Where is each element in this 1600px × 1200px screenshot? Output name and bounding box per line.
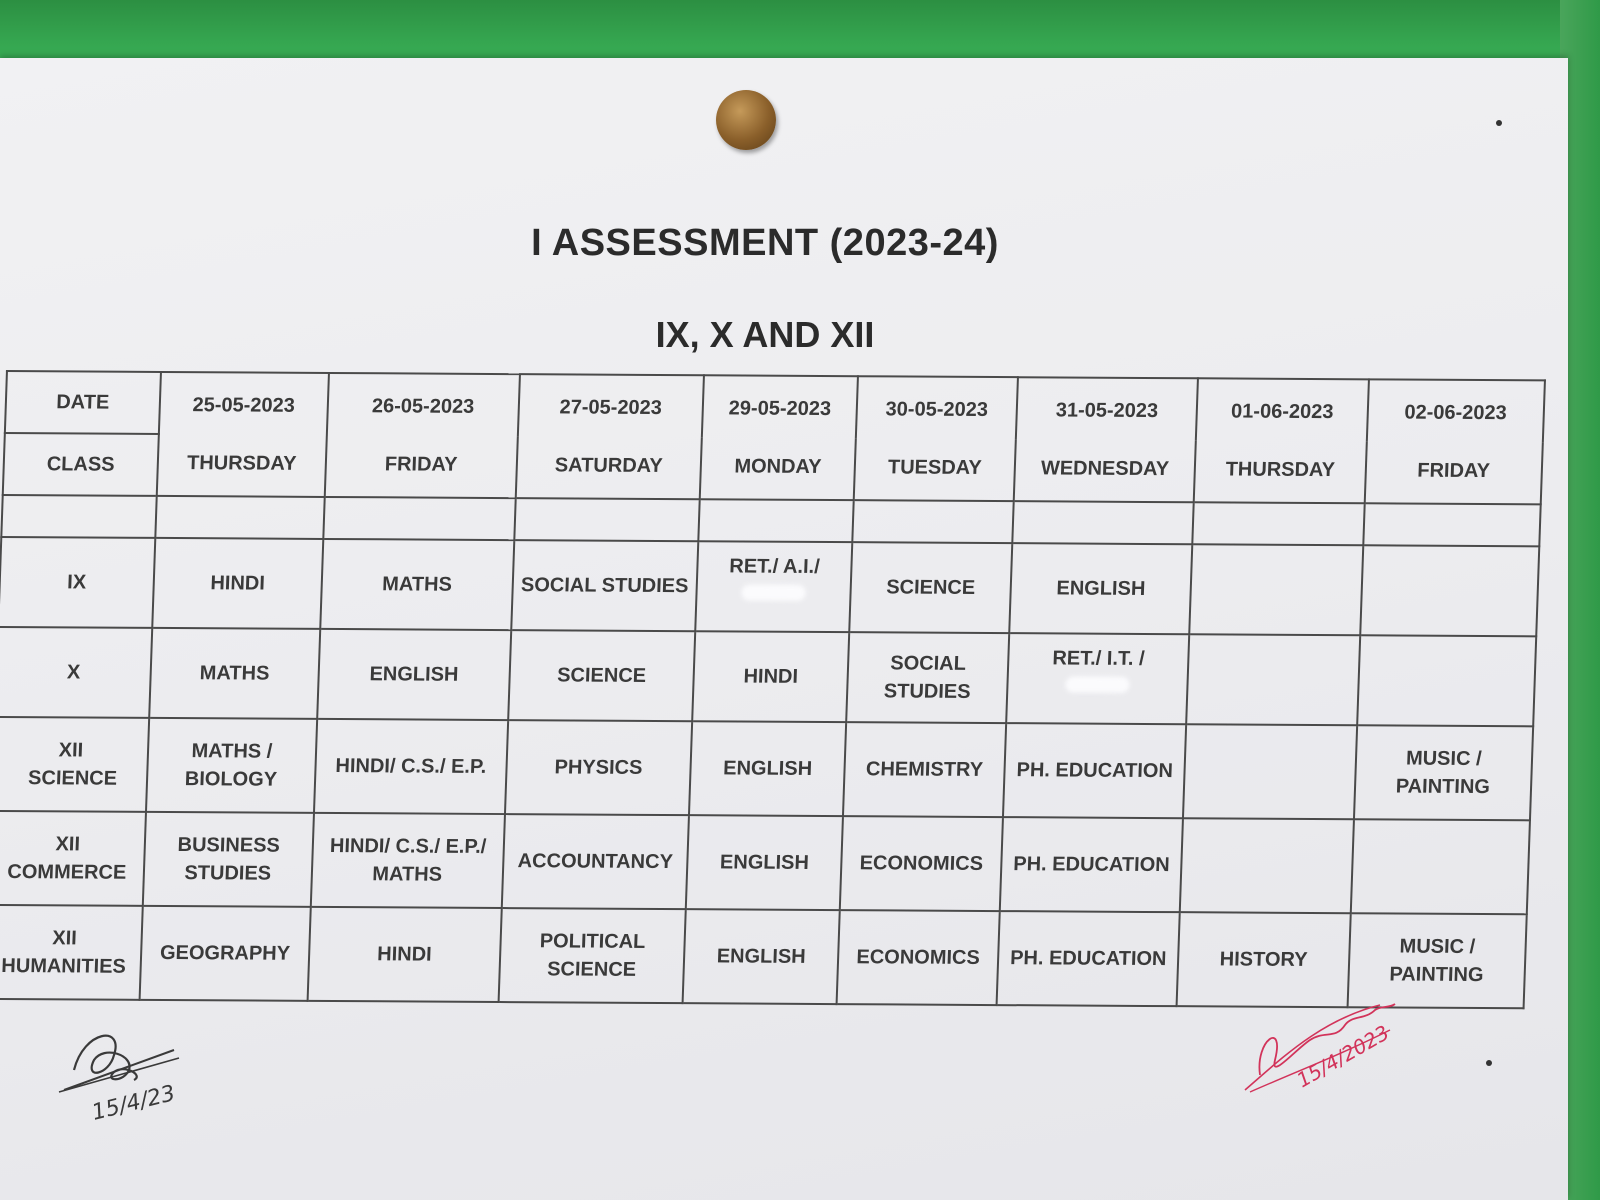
thumbtack-icon xyxy=(716,90,776,150)
day-label: TUESDAY xyxy=(887,456,983,479)
subject-cell xyxy=(1360,545,1539,636)
subject-cell: SCIENCE xyxy=(508,630,696,721)
subject-cell: HINDI/ C.S./ E.P. xyxy=(314,719,508,814)
day-label: THURSDAY xyxy=(1225,458,1336,482)
subject-text: RET./ A.I./ xyxy=(728,555,821,578)
date-label: 01-06-2023 xyxy=(1230,400,1334,424)
empty-cell xyxy=(852,500,1013,543)
table-row xyxy=(0,905,1527,1008)
subject-cell: ENGLISH xyxy=(683,909,840,1004)
subject-cell: BUSINESS STUDIES xyxy=(143,812,314,907)
date-label: 27-05-2023 xyxy=(559,396,663,420)
subject-cell: MATHS xyxy=(320,539,514,630)
signature-left xyxy=(54,1020,214,1150)
empty-cell xyxy=(323,497,515,540)
subject-cell xyxy=(1006,633,1190,724)
header-cell-day xyxy=(325,373,520,498)
notice-title: I ASSESSMENT (2023-24) xyxy=(531,222,999,264)
date-label: 02-06-2023 xyxy=(1404,401,1508,425)
subject-cell: SOCIAL STUDIES xyxy=(511,540,699,631)
subject-cell xyxy=(1190,544,1363,635)
subject-cell: GEOGRAPHY xyxy=(139,906,310,1001)
subject-cell: PH. EDUCATION xyxy=(1003,723,1187,818)
empty-cell xyxy=(1363,503,1541,546)
subject-cell: MUSIC / PAINTING xyxy=(1347,913,1527,1008)
subject-cell: SCIENCE xyxy=(849,542,1012,633)
class-label: X xyxy=(0,627,152,718)
subject-cell: HINDI xyxy=(152,538,323,629)
day-label: THURSDAY xyxy=(186,452,297,475)
subject-cell: POLITICAL SCIENCE xyxy=(498,908,686,1003)
header-cell-day xyxy=(700,375,858,500)
notice-subtitle: IX, X AND XII xyxy=(655,314,875,355)
table-row xyxy=(0,537,1539,636)
pin-hole xyxy=(1486,1060,1492,1066)
table-row xyxy=(0,627,1536,726)
subject-cell xyxy=(1187,634,1360,725)
subject-cell: HINDI xyxy=(692,631,849,722)
header-cell-day xyxy=(515,374,704,499)
subject-cell: PH. EDUCATION xyxy=(996,911,1180,1006)
class-label: XII COMMERCE xyxy=(0,811,146,906)
table-row xyxy=(0,811,1530,914)
subject-cell: SOCIAL STUDIES xyxy=(846,632,1009,723)
header-cell-date: DATE xyxy=(5,371,161,434)
empty-cell xyxy=(1193,502,1365,545)
subject-cell: PH. EDUCATION xyxy=(1000,817,1184,912)
subject-cell: MUSIC / PAINTING xyxy=(1354,725,1534,820)
subject-cell xyxy=(1183,724,1356,819)
empty-cell xyxy=(514,498,700,541)
day-label: SATURDAY xyxy=(554,454,664,478)
header-cell-day xyxy=(1364,379,1545,504)
subject-cell: ENGLISH xyxy=(1009,543,1193,634)
date-label: 29-05-2023 xyxy=(728,397,832,421)
header-cell-day xyxy=(1194,378,1368,503)
header-cell-day xyxy=(157,372,329,497)
class-label: XII HUMANITIES xyxy=(0,905,143,1000)
subject-cell: HINDI/ C.S./ E.P./ MATHS xyxy=(311,813,505,908)
header-cell-class: CLASS xyxy=(3,433,159,496)
subject-cell xyxy=(1357,635,1536,726)
class-label: IX xyxy=(0,537,155,628)
signature-right xyxy=(1240,1000,1430,1110)
subject-cell xyxy=(695,541,852,632)
subject-cell xyxy=(1180,818,1353,913)
day-label: WEDNESDAY xyxy=(1040,457,1170,481)
pin-hole xyxy=(1496,120,1502,126)
class-label: XII SCIENCE xyxy=(0,717,149,812)
empty-cell xyxy=(155,496,325,539)
subject-cell: MATHS / BIOLOGY xyxy=(146,718,317,813)
day-label: FRIDAY xyxy=(384,453,458,476)
subject-cell: ENGLISH xyxy=(317,629,511,720)
redacted-mark xyxy=(1065,676,1130,692)
date-label: 31-05-2023 xyxy=(1055,399,1159,423)
subject-cell: ENGLISH xyxy=(689,721,846,816)
subject-cell: CHEMISTRY xyxy=(843,722,1006,817)
signature-date-left: 15/4/23 xyxy=(89,1081,178,1126)
subject-cell: MATHS xyxy=(149,628,320,719)
date-label: 25-05-2023 xyxy=(192,394,296,417)
date-label: 26-05-2023 xyxy=(371,395,475,418)
empty-cell xyxy=(1012,501,1194,544)
day-label: MONDAY xyxy=(734,455,822,478)
subject-cell: HINDI xyxy=(308,907,502,1002)
header-cell-day xyxy=(854,376,1018,501)
empty-cell xyxy=(698,499,853,542)
day-label: FRIDAY xyxy=(1416,459,1491,483)
empty-cell xyxy=(1,495,156,538)
exam-timetable xyxy=(0,370,1546,1009)
date-label: 30-05-2023 xyxy=(885,398,989,421)
subject-cell: PHYSICS xyxy=(505,720,693,815)
subject-text: RET./ I.T. / xyxy=(1052,647,1146,670)
subject-cell: HISTORY xyxy=(1177,912,1350,1007)
redacted-mark xyxy=(741,584,806,600)
header-cell-day xyxy=(1014,377,1199,502)
table-row xyxy=(0,717,1533,820)
subject-cell: ECONOMICS xyxy=(837,910,1000,1005)
subject-cell: ENGLISH xyxy=(686,815,843,910)
date-header-row xyxy=(5,371,1545,442)
subject-cell: ACCOUNTANCY xyxy=(501,814,689,909)
timetable-sheet xyxy=(0,370,1546,987)
subject-cell xyxy=(1350,819,1530,914)
subject-cell: ECONOMICS xyxy=(840,816,1003,911)
signature-date-right: 15/4/2023 xyxy=(1292,1020,1394,1093)
